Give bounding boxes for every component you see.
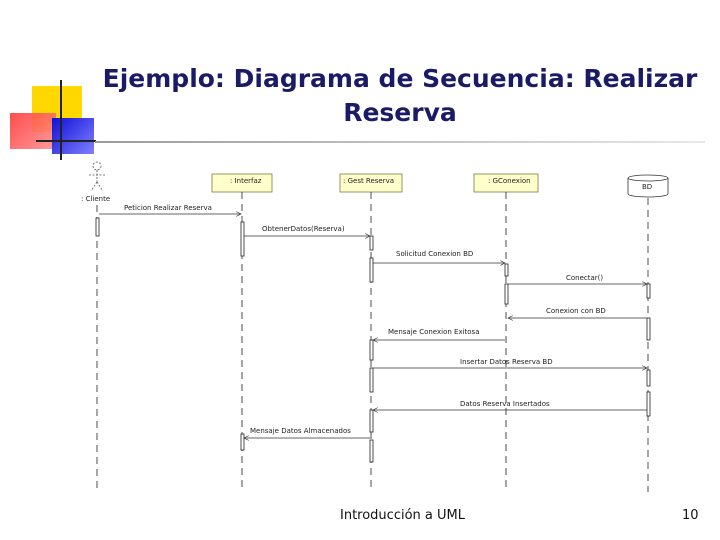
activation-bar [505,284,508,304]
participant-label: : Interfaz [230,177,262,185]
participant-label: BD [642,183,653,191]
participant-bd [628,175,668,197]
activation-bar [370,236,373,250]
activation-bar [647,318,650,340]
participant-gest-reserva [340,174,402,192]
actor-leg-left [91,182,97,191]
actor-cliente [81,162,110,203]
actor-leg-right [97,182,103,191]
activation-bar [370,340,373,360]
participant-gconexion [474,174,538,192]
actor-head [93,162,101,170]
footer-text: Introducción a UML [340,508,465,523]
message-label: Solicitud Conexion BD [396,250,474,258]
slide-title-line-1: Ejemplo: Diagrama de Secuencia: Realizar [102,64,698,93]
actor-label: : Cliente [81,195,111,203]
activation-bar [647,370,650,386]
participant-interfaz [212,174,272,192]
message-label: Datos Reserva Insertados [460,400,550,408]
message-label: Conexion con BD [546,307,606,315]
message-label: Peticion Realizar Reserva [124,204,212,212]
message-label: Mensaje Conexion Exitosa [388,328,480,336]
database-top [628,175,668,181]
activation-bar [370,258,373,282]
activation-bar [370,410,373,432]
message-label: ObtenerDatos(Reserva) [262,225,345,233]
slide-title-line-2: Reserva [343,98,457,127]
message-label: Insertar Datos Reserva BD [460,358,553,366]
message-label: Mensaje Datos Almacenados [250,427,351,435]
message-label: Conectar() [566,274,604,282]
participant-label: : GConexion [488,177,531,185]
participant-label: : Gest Reserva [343,177,395,185]
activation-bar [241,434,244,450]
activation-bar [241,222,244,256]
activation-bar [96,218,99,236]
activation-bar [370,440,373,462]
page-number: 10 [682,508,699,523]
activation-bar [505,264,508,276]
activation-bar [647,284,650,298]
activation-bar [370,368,373,392]
activation-bar [647,392,650,416]
